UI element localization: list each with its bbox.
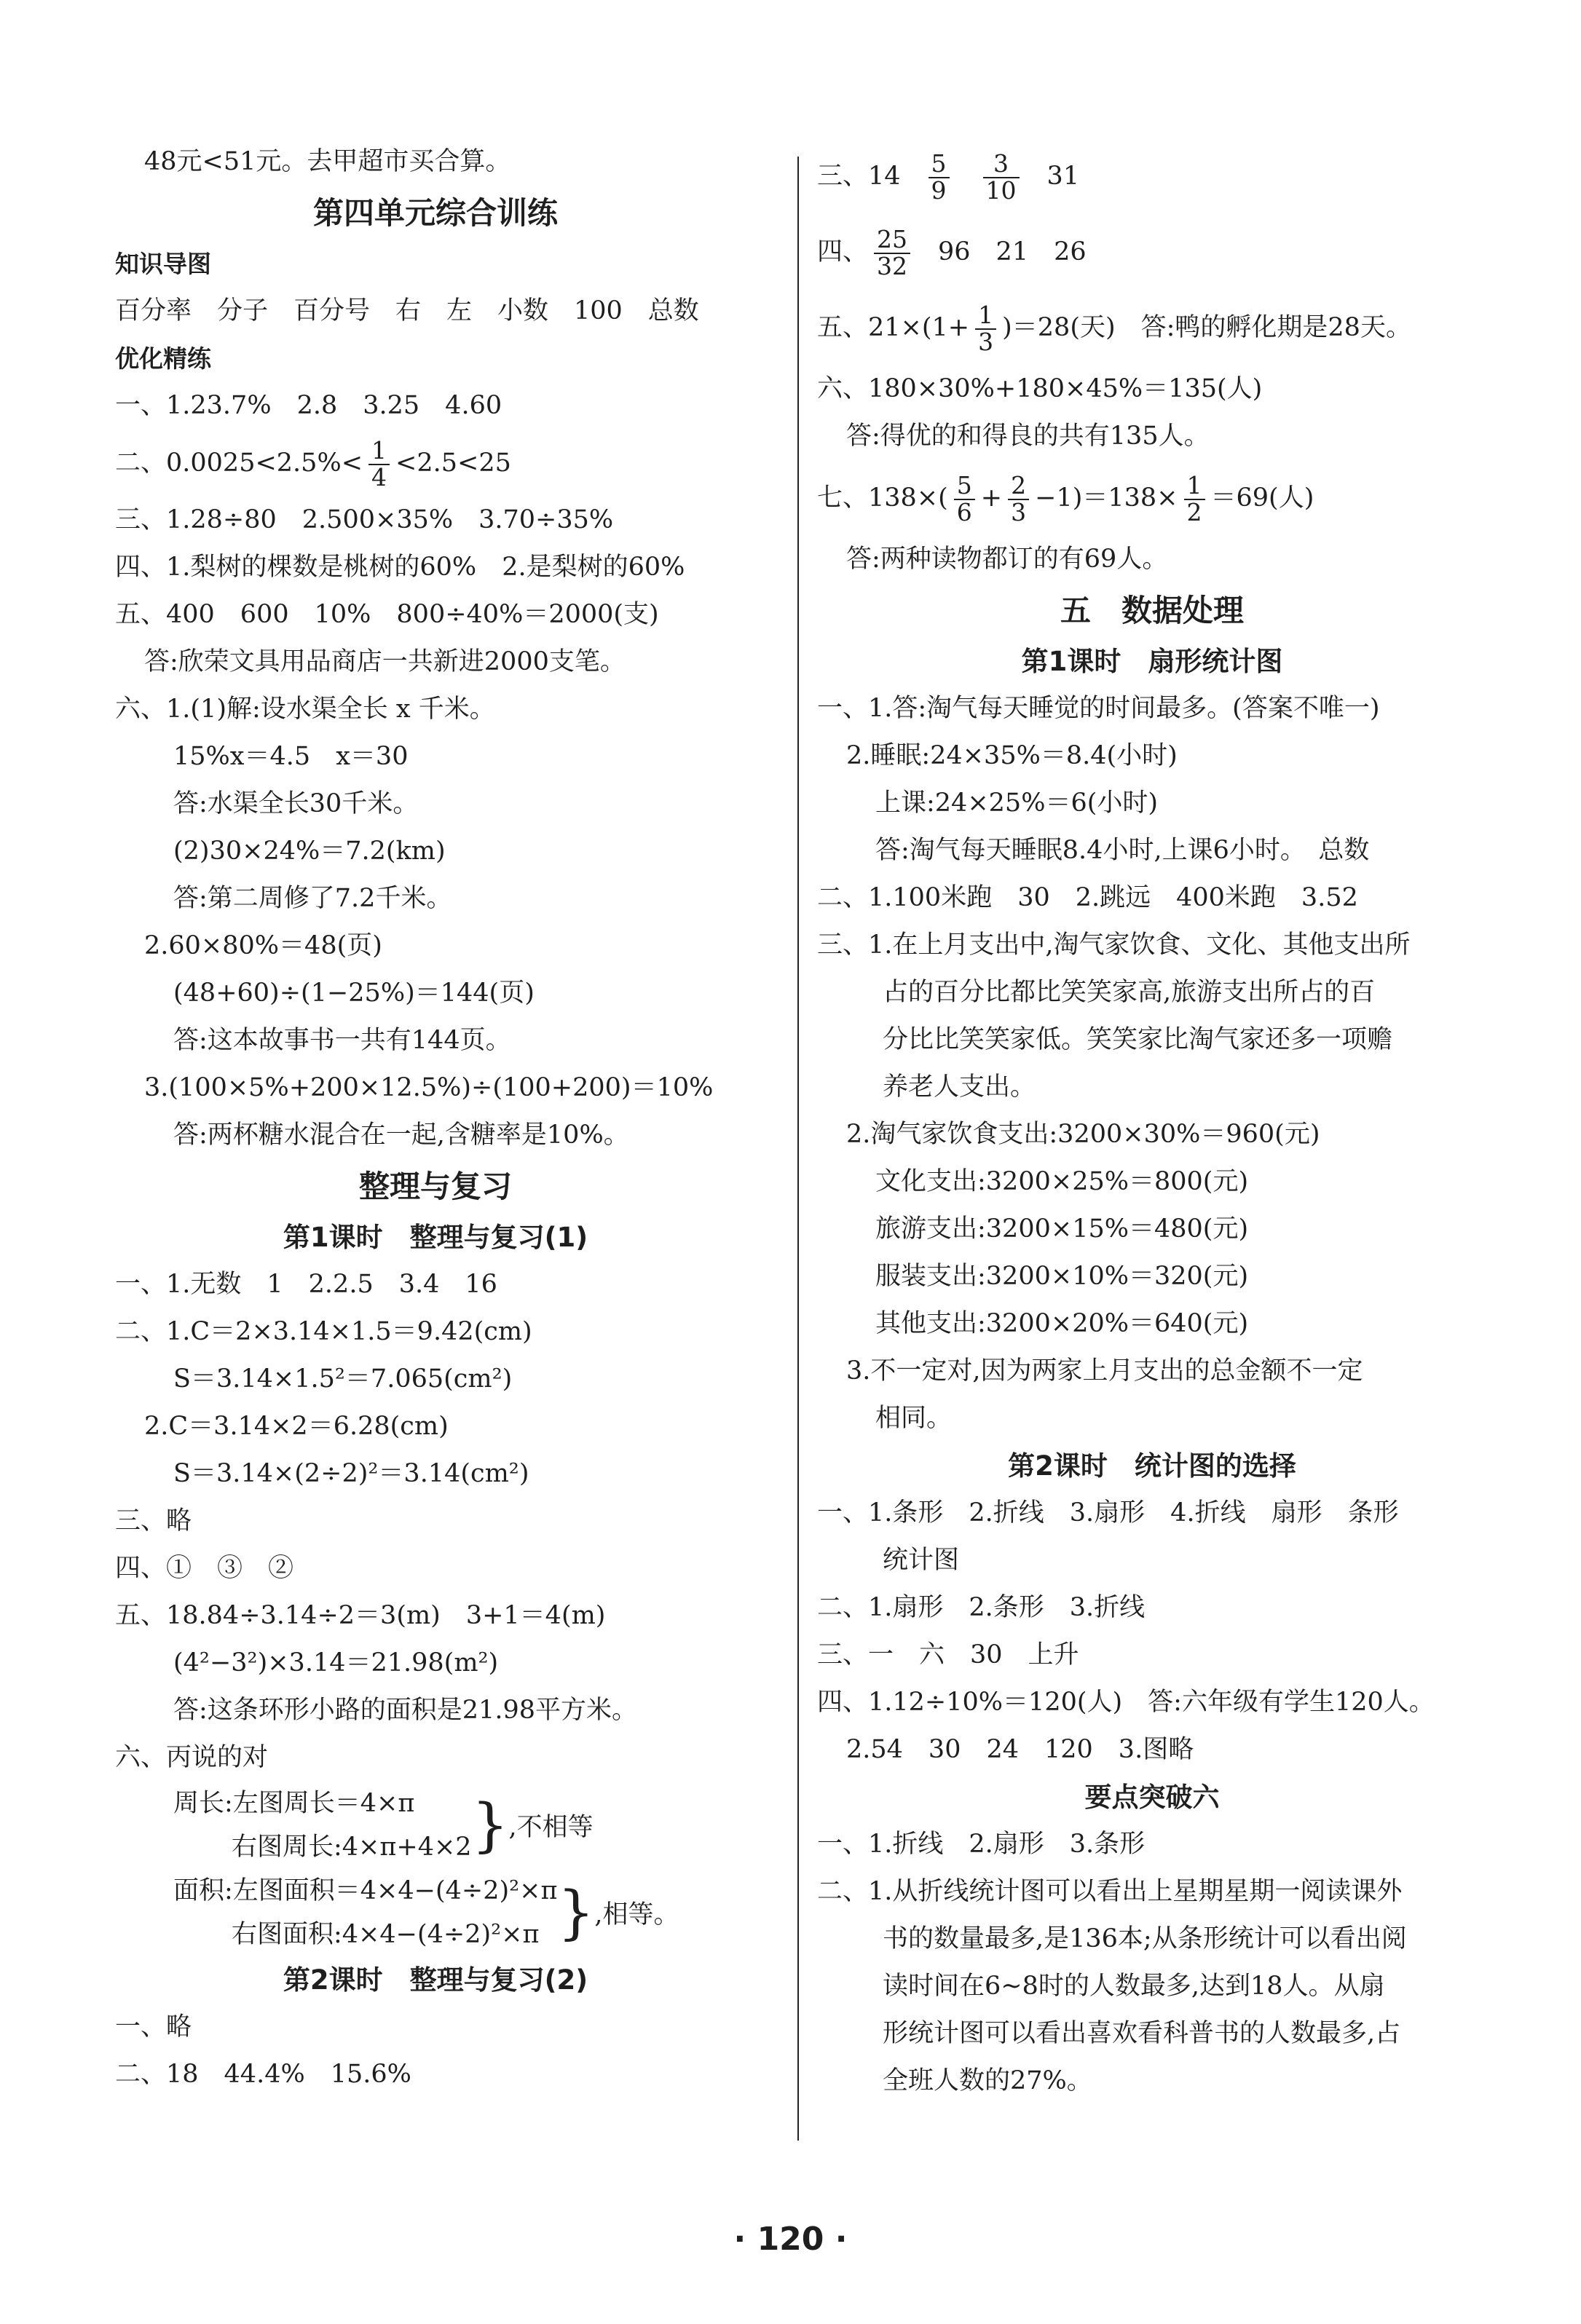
answer-line: 书的数量最多,是136本;从条形统计可以看出阅 — [883, 1924, 1407, 1953]
answer-line: 五、18.84÷3.14÷2＝3(m) 3+1＝4(m) — [115, 1601, 606, 1630]
formula-line: 面积:左图面积＝4×4−(4÷2)²×π — [173, 1876, 558, 1905]
answer-line: 四、1.梨树的棵数是桃树的60% 2.是梨树的60% — [115, 553, 685, 582]
answer-line: 48元<51元。去甲超市买合算。 — [144, 147, 511, 176]
answer-line: 2.淘气家饮食支出:3200×30%＝960(元) — [846, 1120, 1320, 1149]
compare-result: ,不相等 — [508, 1813, 594, 1842]
answer-line: 3.不一定对,因为两家上月支出的总金额不一定 — [846, 1356, 1363, 1386]
answer-line: 百分率 分子 百分号 右 左 小数 100 总数 — [115, 296, 699, 325]
answer-line: 六、180×30%+180×45%＝135(人) — [817, 374, 1263, 403]
answer-line: 答:第二周修了7.2千米。 — [173, 884, 452, 913]
answer-line: 二、1.C＝2×3.14×1.5＝9.42(cm) — [115, 1317, 532, 1346]
fraction: $\frac{1}{2}$ — [1184, 473, 1205, 525]
answer-line: 答:两杯糖水混合在一起,含糖率是10%。 — [173, 1120, 629, 1150]
answer-line: 一、1.折线 2.扇形 3.条形 — [817, 1830, 1146, 1859]
section-title: 五 数据处理 — [1060, 593, 1244, 628]
formula-line: 周长:左图周长＝4×π — [173, 1789, 415, 1818]
answer-line: 答:欣荣文具用品商店一共新进2000支笔。 — [144, 647, 626, 676]
answer-line: (48+60)÷(1−25%)＝144(页) — [173, 979, 535, 1008]
fraction: $\frac{2}{3}$ — [1008, 473, 1029, 525]
answer-line: 二、18 44.4% 15.6% — [115, 2060, 411, 2089]
answer-line: 2.54 30 24 120 3.图略 — [846, 1735, 1194, 1764]
answer-line: 一、1.答:淘气每天睡觉的时间最多。(答案不唯一) — [817, 694, 1380, 723]
lesson-title: 第1课时 扇形统计图 — [1021, 646, 1283, 677]
section-label: 优化精练 — [115, 344, 211, 373]
brace: } — [471, 1791, 509, 1859]
right-column — [817, 138, 1487, 2105]
answer-line: 其他支出:3200×20%＝640(元) — [875, 1309, 1249, 1338]
answer-line: 三、1.在上月支出中,淘气家饮食、文化、其他支出所 — [817, 930, 1411, 960]
answer-line: 答:这本故事书一共有144页。 — [173, 1026, 511, 1055]
answer-line: 服装支出:3200×10%＝320(元) — [875, 1262, 1249, 1291]
fraction: $\frac{1}{4}$ — [368, 438, 390, 490]
section-label: 知识导图 — [115, 250, 211, 278]
answer-line: 二、1.扇形 2.条形 3.折线 — [817, 1593, 1146, 1622]
answer-line: 2.睡眠:24×35%＝8.4(小时) — [846, 741, 1178, 770]
answer-line: 一、1.无数 1 2.2.5 3.4 16 — [115, 1270, 497, 1299]
lesson-title: 第2课时 整理与复习(2) — [283, 1964, 588, 1996]
answer-line: 答:这条环形小路的面积是21.98平方米。 — [173, 1696, 637, 1725]
answer-line: 读时间在6~8时的人数最多,达到18人。从扇 — [883, 1972, 1385, 2001]
answer-line: 答:淘气每天睡眠8.4小时,上课6小时。 总数 — [875, 836, 1370, 865]
fraction: $\frac{5}{6}$ — [954, 473, 975, 525]
answer-line: 文化支出:3200×25%＝800(元) — [875, 1167, 1249, 1196]
answer-line: 养老人支出。 — [883, 1072, 1036, 1102]
answer-line: 全班人数的27%。 — [883, 2066, 1092, 2095]
answer-line: 六、1.(1)解:设水渠全长 x 千米。 — [115, 695, 495, 724]
answer-line: (2)30×24%＝7.2(km) — [173, 837, 446, 866]
section-title: 第四单元综合训练 — [312, 195, 558, 231]
lesson-title: 要点突破六 — [1084, 1782, 1220, 1813]
lesson-title: 第1课时 整理与复习(1) — [283, 1222, 588, 1253]
section-title: 整理与复习 — [358, 1169, 512, 1204]
answer-line: 统计图 — [883, 1546, 960, 1575]
answer-line: 二、1.100米跑 30 2.跳远 400米跑 3.52 — [817, 883, 1358, 912]
answer-line: S＝3.14×(2÷2)²＝3.14(cm²) — [173, 1459, 529, 1488]
brace: } — [557, 1878, 595, 1946]
answer-line: 一、1.条形 2.折线 3.扇形 4.折线 扇形 条形 — [817, 1498, 1399, 1527]
formula-line: 右图周长:4×π+4×2 — [232, 1833, 472, 1862]
answer-line: 上课:24×25%＝6(小时) — [875, 788, 1159, 818]
answer-line: 占的百分比都比笑笑家高,旅游支出所占的百 — [883, 978, 1376, 1007]
answer-line: 六、丙说的对 — [115, 1743, 269, 1772]
answer-line: 五、400 600 10% 800÷40%＝2000(支) — [115, 600, 659, 629]
answer-line: 15%x＝4.5 x＝30 — [173, 742, 409, 771]
answer-line: 形统计图可以看出喜欢看科普书的人数最多,占 — [883, 2019, 1401, 2048]
answer-line: 三、一 六 30 上升 — [817, 1640, 1079, 1669]
answer-line: 相同。 — [875, 1404, 953, 1433]
answer-line-wu: 五、21×(1+ $\frac{1}{3}$ )＝28(天) 答:鸭的孵化期是28天。 — [817, 300, 1411, 356]
page-number: · 120 · — [733, 2221, 848, 2258]
answer-line: 一、略 — [115, 2012, 192, 2042]
answer-line: 四、1.12÷10%＝120(人) 答:六年级有学生120人。 — [817, 1688, 1435, 1717]
answer-line: 四、① ③ ② — [115, 1554, 294, 1583]
answer-line: 三、1.28÷80 2.500×35% 3.70÷35% — [115, 505, 614, 534]
fraction: $\frac{3}{10}$ — [983, 151, 1020, 203]
answer-line-qi: 七、138×( $\frac{5}{6}$ + $\frac{2}{3}$ −1)＝138× $\frac{1}{2}$ ＝69(人) — [817, 470, 1314, 526]
answer-line-er: 二、0.0025<2.5%< $\frac{1}{4}$ <2.5<25 — [115, 435, 511, 491]
column-divider — [797, 157, 799, 2141]
answer-line: (4²−3²)×3.14＝21.98(m²) — [173, 1648, 499, 1677]
answer-line: 旅游支出:3200×15%＝480(元) — [875, 1214, 1249, 1244]
answer-line: 答:得优的和得良的共有135人。 — [846, 422, 1210, 451]
answer-line: 一、1.23.7% 2.8 3.25 4.60 — [115, 391, 502, 420]
fraction: $\frac{25}{32}$ — [874, 227, 910, 279]
answer-line: 答:水渠全长30千米。 — [173, 789, 419, 818]
left-column — [115, 138, 756, 2098]
lesson-title: 第2课时 统计图的选择 — [1008, 1450, 1296, 1482]
answer-line: 分比比笑笑家低。笑笑家比淘气家还多一项赡 — [883, 1025, 1393, 1054]
formula-line: 右图面积:4×4−(4÷2)²×π — [232, 1920, 540, 1949]
answer-line: 二、1.从折线统计图可以看出上星期星期一阅读课外 — [817, 1877, 1403, 1906]
area-compare — [115, 1869, 756, 1956]
answer-line: S＝3.14×1.5²＝7.065(cm²) — [173, 1364, 513, 1394]
answer-line: 3.(100×5%+200×12.5%)÷(100+200)＝10% — [144, 1073, 714, 1102]
fraction: $\frac{1}{3}$ — [975, 303, 996, 355]
answer-line: 2.60×80%＝48(页) — [144, 931, 382, 960]
answer-line: 三、略 — [115, 1506, 192, 1536]
answer-line-si: 四、 $\frac{25}{32}$ 96 21 26 — [817, 224, 1087, 280]
compare-result: ,相等。 — [594, 1900, 679, 1929]
perimeter-compare — [115, 1782, 756, 1869]
fraction: $\frac{5}{9}$ — [929, 151, 950, 203]
answer-line-san: 三、14 $\frac{5}{9}$ $\frac{3}{10}$ 31 — [817, 149, 1080, 205]
answer-line: 2.C＝3.14×2＝6.28(cm) — [144, 1412, 449, 1441]
answer-line: 答:两种读物都订的有69人。 — [846, 545, 1168, 574]
